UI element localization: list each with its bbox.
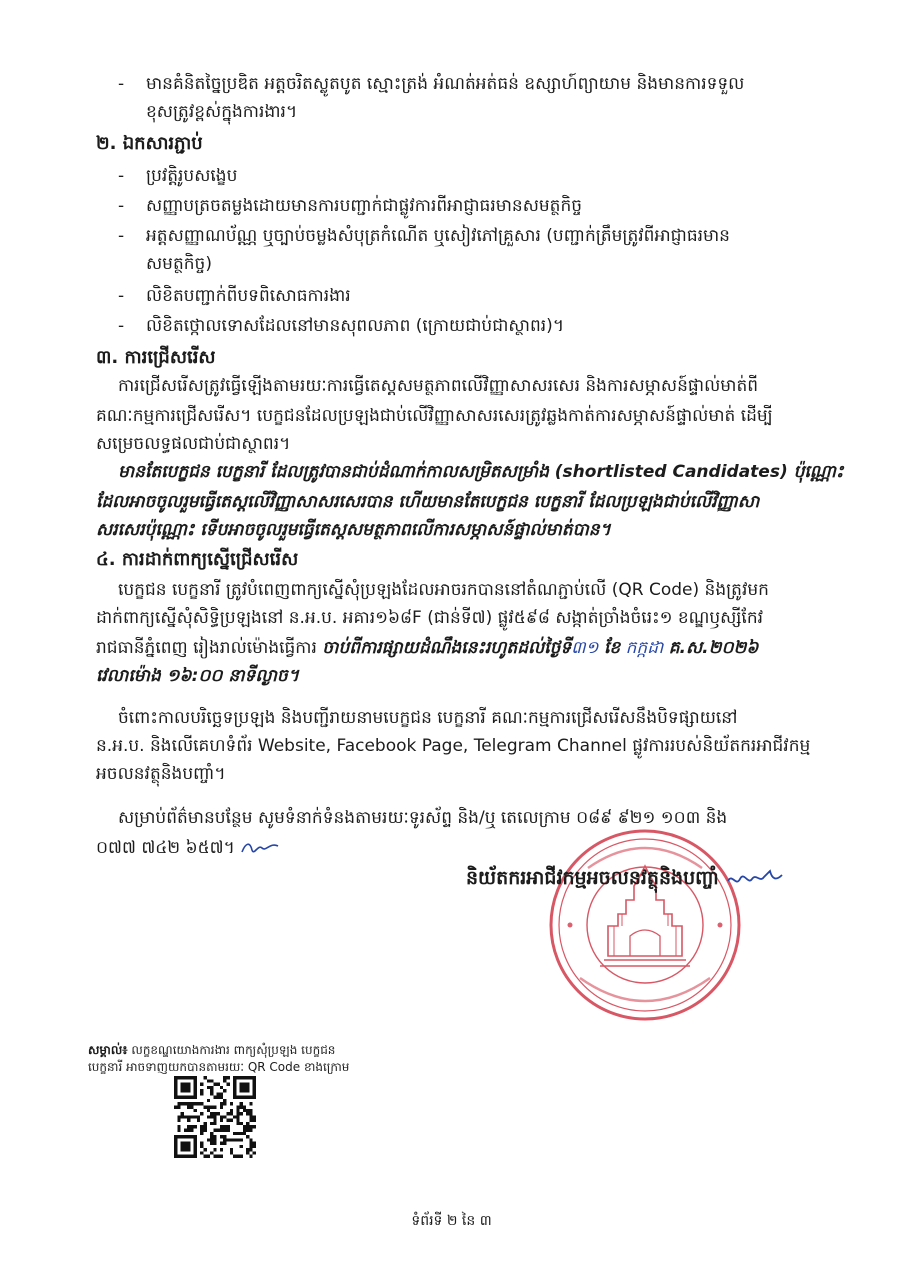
deadline-year: គ.ស.២០២៦ [668,638,759,658]
office-hours-text: រាជធានីភ្នំពេញ រៀងរាល់ម៉ោងធ្វើការ [96,638,323,658]
selection-para1-line1: ការជ្រើសរើសត្រូវធ្វើឡើងតាមរយៈការធ្វើតេស្តសមត្ថភាពលើវិញ្ញាសាសរសេរ និងការសម្ភាសន៍ផ្ទាល់មាត់ពី [118,376,759,396]
selection-para2-line2: ដែលអាចចូលរួមធ្វើតេស្តលើវិញ្ញាសាសរសេរបាន ហើយមានតែបេក្ខជន បេក្ខនារី ដែលប្រឡងជាប់លើវិញ្ញាសា [96,492,760,512]
selection-para1-line2: គណៈកម្មការជ្រើសរើស។ បេក្ខជនដែលប្រឡងជាប់លើវិញ្ញាសាសរសេរត្រូវឆ្លងកាត់ការសម្ភាសន៍ផ្ទាល់មាត់ ដើម្បី [96,406,773,426]
bullet-dash: - [118,166,125,186]
selection-para2-line3: សរសេរប៉ុណ្ណោះ ទើបអាចចូលរួមធ្វើតេស្តសមត្ថភាពលើការសម្ភាសន៍ផ្ទាល់មាត់បាន។ [96,520,611,540]
announcement-para-line3: អចលនវត្ថុនិងបញ្ចាំ។ [96,764,226,784]
bullet-dash: - [118,74,125,94]
initials-scribble-icon [240,838,280,858]
top-bullet-line1: មានគំនិតច្នៃប្រឌិត អត្តចរិតស្លូតបូត ស្មោះត្រង់ អំណត់អត់ធន់ ឧស្សាហ៍ព្យាយាម និងមានការទទួល [146,74,745,94]
application-para1-line3 [96,636,758,660]
announcement-para-line2: ន.អ.ប. និងលើគេហទំព័រ Website, Facebook Page, Telegram Channel ផ្លូវការរបស់និយ័តករអាជីវកម្ម [96,736,811,756]
section-3-heading: ៣. ការជ្រើសរើស [96,347,216,368]
month-label: ខែ [603,638,621,658]
bullet-dash: - [118,316,125,336]
signature-scribble-icon [726,867,784,891]
deadline-time: វេលាម៉ោង ១៦:០០ នាទីល្ងាច។ [96,666,299,686]
attachment-item-5: លិខិតថ្កោលទោសដែលនៅមានសុពលភាព (ក្រោយជាប់ជាស្ថាពរ)។ [146,316,565,336]
attachment-item-1: ប្រវត្តិរូបសង្ខេប [146,166,238,186]
note-label: សម្គាល់៖ [88,1043,128,1057]
contact-line1: សម្រាប់ព័ត៌មានបន្ថែម សូមទំនាក់ទំនងតាមរយៈទូរស័ព្ទ និង/ឬ តេលេក្រាម ០៨៩ ៩២១ ១០៣ និង [118,808,728,828]
attachment-item-3-cont: សមត្ថកិច្ច) [146,254,212,274]
deadline-text: ចាប់ពីការផ្សាយដំណឹងនេះរហូតដល់ថ្ងៃទី [322,638,572,658]
note-line2: បេក្ខនារី អាចទាញយកបានតាមរយៈ QR Code ខាងក្រោម [88,1060,350,1074]
note-line1 [88,1042,335,1059]
attachment-item-3: អត្តសញ្ញាណប័ណ្ណ ឬច្បាប់ចម្លងសំបុត្រកំណើត ឬសៀវភៅគ្រួសារ (បញ្ជាក់ត្រឹមត្រូវពីអាជ្ញាធរមាន [146,226,730,246]
bullet-dash: - [118,286,125,306]
section-2-heading: ២. ឯកសារភ្ជាប់ [96,133,203,154]
official-seal-icon [548,828,742,1022]
top-bullet-line2: ខុសត្រូវខ្ពស់ក្នុងការងារ។ [146,102,298,122]
section-4-heading: ៤. ការដាក់ពាក្យស្នើជ្រើសរើស [96,549,299,570]
contact-phone-text: ០៧៧ ៧៤២ ៦៥៧។ [96,838,235,858]
announcement-para-line1: ចំពោះកាលបរិច្ឆេទប្រឡង និងបញ្ជីរាយនាមបេក្ខជន បេក្ខនារី គណៈកម្មការជ្រើសរើសនឹងបិទផ្សាយនៅ [118,708,738,728]
contact-line2 [96,836,280,860]
bullet-dash: - [118,196,125,216]
page-number: ទំព័រទី ២ នៃ ៣ [411,1213,492,1229]
application-para1-line2: ដាក់ពាក្យស្នើសុំសិទ្ធិប្រឡងនៅ ន.អ.ប. អគារ១៦៨F (ជាន់ទី៧) ផ្លូវ៥៩៨ សង្កាត់ច្រាំងចំរេះ១ ខណ្ឌឫស្សីកែវ [96,608,764,628]
qr-code-icon[interactable] [174,1076,256,1158]
handwritten-day: ៣១ [571,638,599,658]
application-para1-line1: បេក្ខជន បេក្ខនារី ត្រូវបំពេញពាក្យស្នើសុំប្រឡងដែលអាចរកបាននៅតំណភ្ជាប់លើ (QR Code) និងត្រូវមក [118,580,769,600]
selection-para1-line3: សម្រេចលទ្ធផលជាប់ជាស្ថាពរ។ [96,434,291,454]
note-text-1: លក្ខខណ្ឌយោងការងារ ពាក្យសុំប្រឡង បេក្ខជន [131,1043,336,1057]
bullet-dash: - [118,226,125,246]
selection-para2-line1: មានតែបេក្ខជន បេក្ខនារី ដែលត្រូវបានជាប់ដំណាក់កាលសម្រិតសម្រាំង (shortlisted Candidates) ប៉ុណ្ណោះ [118,462,844,482]
organization-name: និយ័តករអាជីវកម្មអចលនវត្ថុនិងបញ្ចាំ [466,867,719,889]
attachment-item-4: លិខិតបញ្ជាក់ពីបទពិសោធការងារ [146,286,351,306]
signature-block [466,866,784,894]
attachment-item-2: សញ្ញាបត្រចតម្លងដោយមានការបញ្ជាក់ជាផ្លូវការពីអាជ្ញាធរមានសមត្ថកិច្ច [146,196,583,216]
handwritten-month: កក្កដា [625,638,664,658]
